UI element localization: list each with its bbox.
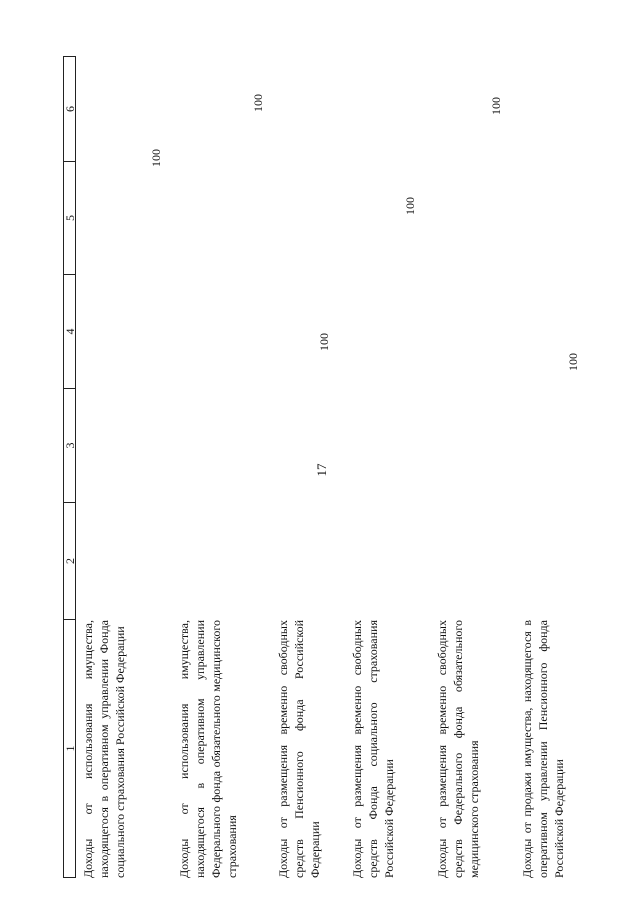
row-value: 100 xyxy=(149,149,163,167)
row-value: 100 xyxy=(566,353,580,371)
row-label: Доходы от использования имущества, находящегося в оперативном управлении Фонда социального страхования Российской Федерации xyxy=(81,620,127,878)
row-value: 100 xyxy=(489,97,503,115)
row-label: Доходы от использования имущества, находящегося в оперативном управлении Федерального фонда обязательного медицинского страхования xyxy=(177,620,239,878)
page-number: 17 xyxy=(314,463,329,477)
column-header-3: 3 xyxy=(63,389,76,503)
column-header-2: 2 xyxy=(63,503,76,620)
column-header-1: 1 xyxy=(63,620,76,878)
row-value: 100 xyxy=(251,94,265,112)
row-value: 100 xyxy=(317,333,331,351)
row-label: Доходы от продажи имущества, находящегося в оперативном управлении Пенсионного фонда Российской Федерации xyxy=(520,620,566,878)
row-label: Доходы от размещения временно свободных средств Федерального фонда обязательного медицинского страхования xyxy=(435,620,481,878)
row-label: Доходы от размещения временно свободных средств Пенсионного фонда Российской Федерации xyxy=(276,620,322,878)
row-label: Доходы от размещения временно свободных средств Фонда социального страхования Российской Федерации xyxy=(350,620,396,878)
row-value: 100 xyxy=(403,197,417,215)
column-header-5: 5 xyxy=(63,162,76,275)
column-header-6: 6 xyxy=(63,56,76,162)
column-header-4: 4 xyxy=(63,275,76,389)
